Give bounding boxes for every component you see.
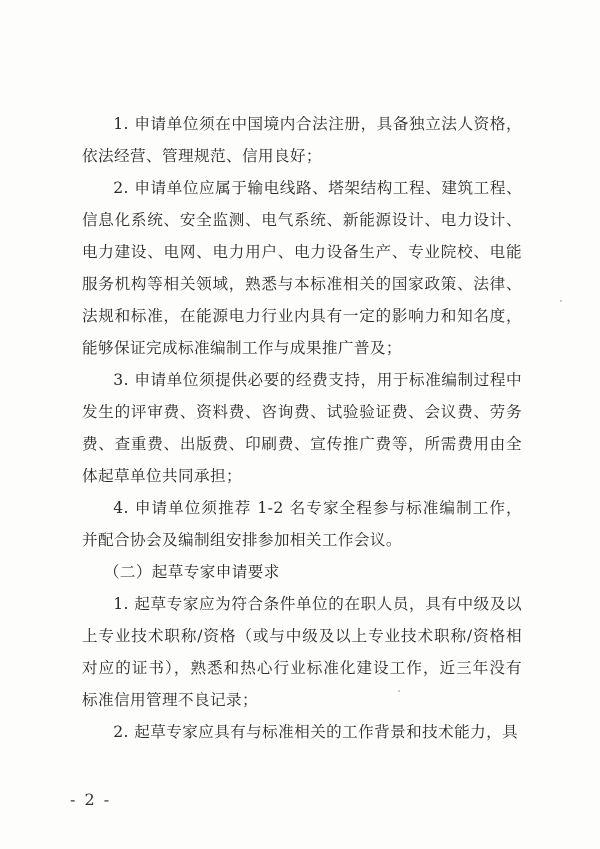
page-number: - 2 - bbox=[70, 790, 112, 809]
paragraph-1: 1. 申请单位须在中国境内合法注册，具备独立法人资格，依法经营、管理规范、信用良好； bbox=[82, 115, 522, 165]
section-paragraph-2: 2. 起草专家应具有与标准相关的工作背景和技术能力，具 bbox=[113, 723, 519, 741]
paragraph-2: 2. 申请单位应属于输电线路、塔架结构工程、建筑工程、信息化系统、安全监测、电气系统、新能源设计、电力设计、电力建设、电网、电力用户、电力设备生产、专业院校、电能服务机构等相关领域，熟悉与本标准相关的国家政策、法律、法规和标准，在能源电力行业内具有一定的影响力和知名度，能够保证完成标准编制工作与成果推广普及； bbox=[82, 179, 522, 357]
paragraph-4: 4. 申请单位须推荐 1-2 名专家全程参与标准编制工作，并配合协会及编制组安排参加相关工作会议。 bbox=[82, 499, 522, 549]
paragraph-3: 3. 申请单位须提供必要的经费支持，用于标准编制过程中发生的评审费、资料费、咨询费、试验验证费、会议费、劳务费、查重费、出版费、印刷费、宣传推广费等，所需费用由全体起草单位共同承担； bbox=[82, 371, 522, 485]
section-heading: （二）起草专家申请要求 bbox=[103, 563, 280, 581]
section-paragraph-1: 1. 起草专家应为符合条件单位的在职人员，具有中级及以上专业技术职称/资格（或与中级及以上专业技术职称/资格相对应的证书），熟悉和热心行业标准化建设工作，近三年没有标准信用管理不良记录； bbox=[82, 595, 522, 709]
document-body bbox=[82, 108, 522, 748]
scan-speck bbox=[560, 300, 562, 302]
scan-speck bbox=[398, 690, 400, 692]
